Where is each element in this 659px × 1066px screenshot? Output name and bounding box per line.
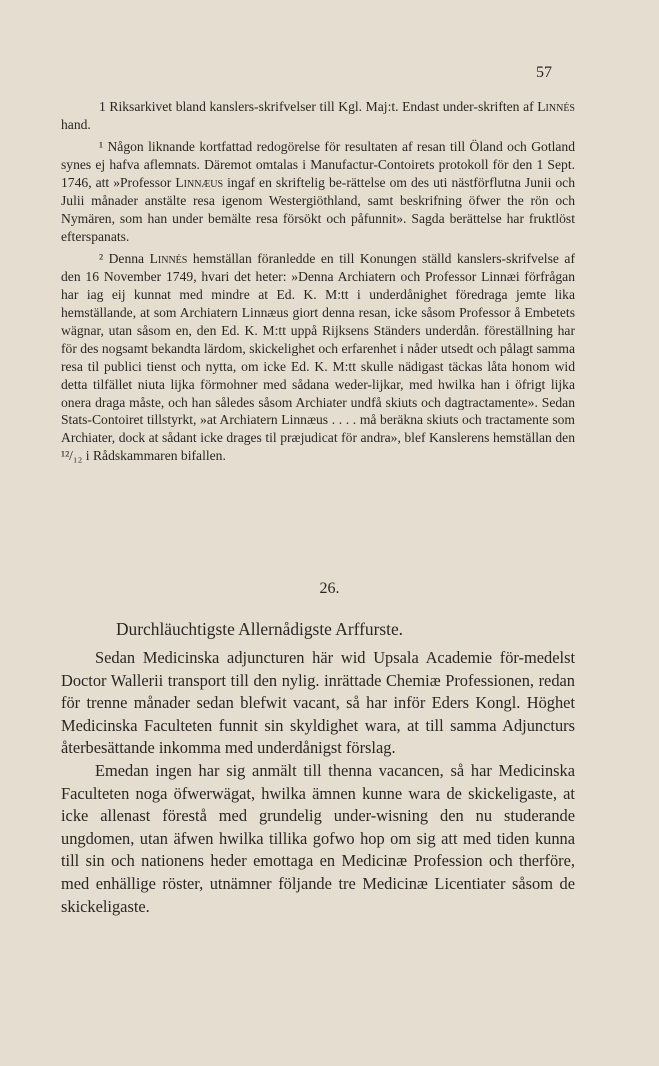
body-paragraph: Sedan Medicinska adjuncturen här wid Upsala Academie för-medelst Doctor Wallerii transport till den nylig. inrättade Chemiæ Professionen, redan för trenne månader sedan blefwit vacant, så har inför Eders Kongl. Höghet Medicinska Faculteten funnit sin skyldighet wara, at till samma Adjuncturs återbesättande inkomma med underdånigst förslag. — [61, 648, 575, 758]
letter-heading: Durchläuchtigste Allernådigste Arffurste. — [116, 619, 404, 639]
footnote: ¹ Någon liknande kortfattad redogörelse för resultaten af resan till Öland och Gotland synes ej hafva aflemnats. Däremot omtalas i Manufactur-Contoirets protokoll för den 1 Sept. 1746, att »Professor Linnæus ingaf en skriftelig be-rättelse om des uti nästförflutna Junii och Julii månader anstälte resa igenom Westergiöthland, samt beskrifning öfwer the rön och Nymären, som han under bemälte resa försökt och påfunnit». Sagda berättelse har fruktlöst efterspanats. — [61, 139, 575, 244]
footnotes — [61, 98, 575, 470]
page-number: 57 — [536, 64, 552, 81]
small-caps-name: Linnés — [149, 251, 188, 267]
letter-body — [61, 647, 575, 918]
body-paragraph: Emedan ingen har sig anmält till thenna vacancen, så har Medicinska Faculteten noga öfwerwägat, hwilka ämnen kunne wara de skickeligaste, at icke allenast förestå med grundelig under-wisning den nu studerande ungdomen, utan äfwen hwilka tillika gofwo hop om sig att med tiden kunna till sin och nationens heder emottaga en Medicinæ Profession och therföre, med enhällige röster, utnämner följande tre Medicinæ Licentiater såsom de skickeligaste. — [61, 760, 575, 916]
document-number: 26. — [319, 580, 340, 597]
small-caps-name: Linnæus — [175, 175, 224, 191]
footnote: ² Denna Linnés hemställan föranledde en till Konungen ställd kanslers-skrifvelse af den 16 November 1749, hvari det heter: »Denna Archiatern och Professor Linnæi förfrågan har iag eij kunnat med mindre at Ed. K. M:tt i underdånighet föredraga jemte lika hemställande, at som Archiatern Linnæus giort denna resan, icke såsom Professor å Embetets wägnar, utan såsom en, den Ed. K. M:tt uppå Rijksens Ständers underdån. föreställning har för des nogsamt bekandta lärdom, skickelighet och erfarenhet i nåder utsedt och pålagt samma resa til publici tienst och nytta, om icke Ed. K. M:tt skulle nädigast täckas låta honom wid detta tilfället niuta lijka förmohner med sådana weder-lijkar, med hwilka han i öfrigt lijka onera draga måste, och han således såsom Archiater undfå skiuts och dagtractamente». Sedan Stats-Contoiret tillstyrkt, »at Archiatern Linnæus . . . . må beräkna skiuts och tractamente som Archiater, dock at sådant icke drages til præjudicat för andra», blef Kanslerens hemställan den ¹²/₁₂ i Rådskammaren bifallen. — [61, 251, 575, 464]
footnote: 1 Riksarkivet bland kanslers-skrifvelser till Kgl. Maj:t. Endast under-skriften af Linnés hand. — [61, 99, 575, 132]
small-caps-name: Linnés — [537, 99, 575, 114]
